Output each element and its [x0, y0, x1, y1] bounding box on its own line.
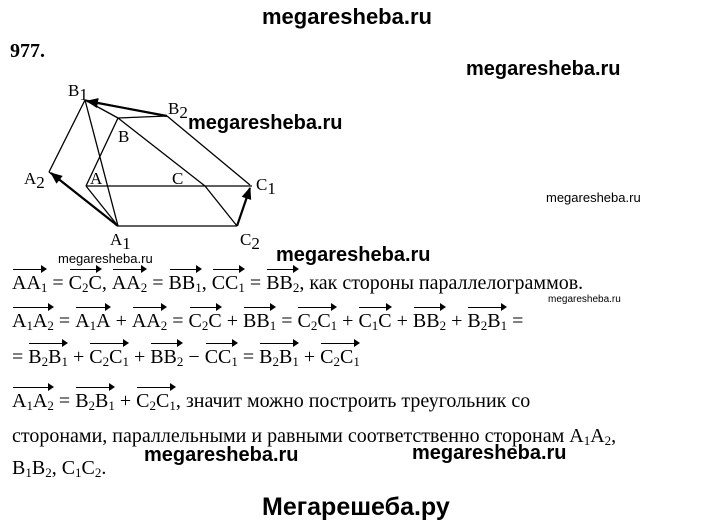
equation-line-4: $A_1A_2 = B_2B_1 + C_2C_1$, значит можно построить треугольник со [12, 384, 530, 413]
watermark-bottom-left: megaresheba.ru [144, 444, 299, 466]
label-a: A [90, 169, 103, 188]
label-c1: C1 [256, 175, 276, 198]
watermark-right-mid: megaresheba.ru [546, 190, 641, 205]
vector-a1-a2 [51, 173, 118, 226]
watermark-below-figure-small: megaresheba.ru [58, 251, 153, 266]
edge-c-c2 [205, 186, 237, 226]
geometry-figure [0, 78, 300, 258]
problem-number: 977. [10, 40, 45, 62]
label-b: B [118, 127, 130, 146]
watermark-bottom-right: megaresheba.ru [412, 442, 567, 464]
vector-b2-b1 [87, 101, 167, 116]
edge-b1-a2 [49, 100, 85, 172]
equation-line-1: $AA_1 = C_2C$, $AA_2 = BB_1$, $CC_1 = BB_2$, как стороны параллелограммов. [12, 266, 583, 295]
edge-b1-a1 [85, 100, 118, 226]
equation-line-3: = $B_2B_1 + C_2C_1 + BB_2 - CC_1 = B_2B_1 + C_2C_1$ [12, 340, 360, 369]
watermark-right-upper: megaresheba.ru [466, 58, 621, 80]
label-a1: A1 [110, 230, 131, 253]
label-a2: A2 [24, 169, 45, 192]
label-b2: B2 [168, 99, 188, 122]
equation-line-2: $A_1A_2 = A_1A + AA_2 = C_2C + BB_1 = C_2C_1 + C_1C + BB_2 + B_2B_1$ = [12, 304, 523, 333]
watermark-right-small: megaresheba.ru [548, 294, 621, 305]
vector-c2-c1 [237, 188, 250, 226]
edge-b2-b [118, 116, 167, 118]
watermark-figure: megaresheba.ru [188, 112, 343, 134]
text-line-6: $B_1B_2$, $C_1C_2$. [12, 457, 107, 480]
label-c2: C2 [240, 230, 260, 253]
label-c: C [172, 169, 184, 188]
watermark-top: megaresheba.ru [262, 4, 432, 29]
watermark-below-figure-big: megaresheba.ru [276, 244, 431, 266]
footer-site-name: Мегарешеба.ру [262, 493, 450, 521]
text-line-5: сторонами, параллельными и равными соответственно сторонам $A_1A_2$, [12, 425, 617, 448]
label-b1: B1 [68, 81, 88, 104]
